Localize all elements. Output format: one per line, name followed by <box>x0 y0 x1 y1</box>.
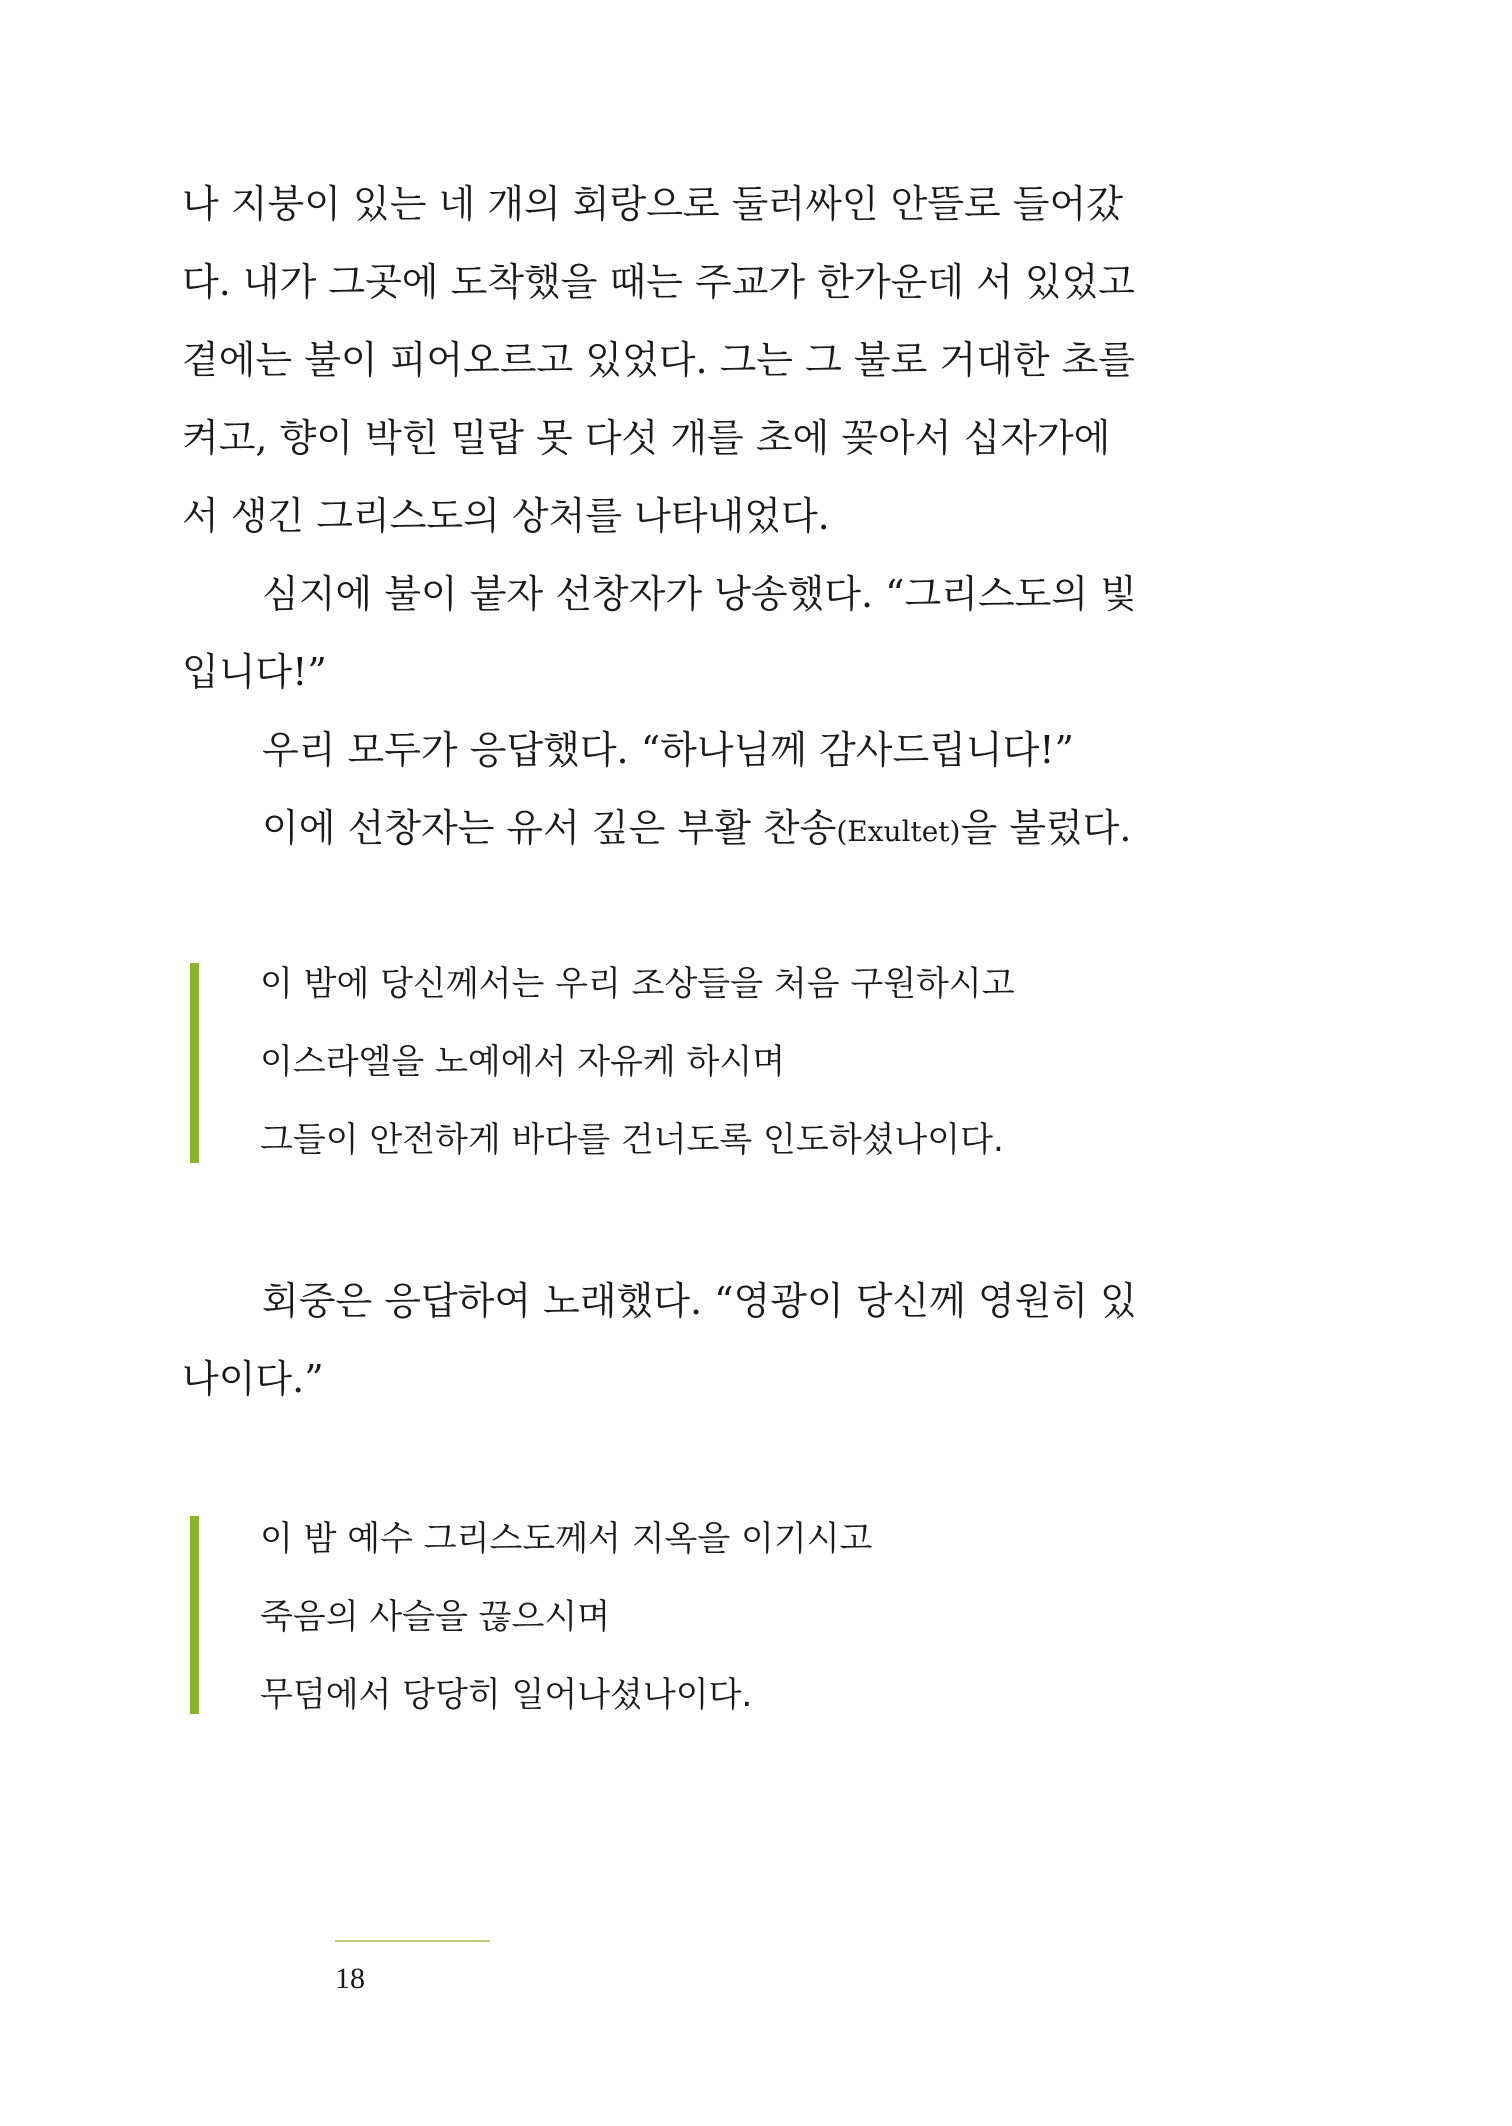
exultet-after: 을 불렀다. <box>960 806 1132 850</box>
quote-line: 죽음의 사슬을 끊으시며 <box>260 1597 611 1637</box>
quote-lines <box>260 1500 872 1734</box>
text-line: 다. 내가 그곳에 도착했을 때는 주교가 한가운데 서 있었고 <box>182 260 1135 304</box>
text-line: 입니다!” <box>182 650 327 694</box>
exultet-before: 이에 선창자는 유서 깊은 부활 찬송 <box>262 806 837 850</box>
exultet-line <box>182 789 1182 867</box>
text-line: 곁에는 불이 피어오르고 있었다. 그는 그 불로 거대한 초를 <box>182 338 1135 382</box>
body-text-middle <box>182 1262 1182 1418</box>
text-line: 서 생긴 그리스도의 상처를 나타내었다. <box>182 494 830 538</box>
quote-lines <box>260 945 1015 1179</box>
quote-line: 이 밤에 당신께서는 우리 조상들을 처음 구원하시고 <box>260 964 1015 1004</box>
quote-line: 그들이 안전하게 바다를 건너도록 인도하셨나이다. <box>260 1120 1004 1160</box>
text-line: 나 지붕이 있는 네 개의 회랑으로 둘러싸인 안뜰로 들어갔 <box>182 182 1123 226</box>
text-line: 심지에 불이 붙자 선창자가 낭송했다. “그리스도의 빛 <box>262 572 1137 616</box>
body-text-top <box>182 165 1182 867</box>
quote-line: 이스라엘을 노예에서 자유케 하시며 <box>260 1042 786 1082</box>
quote-bar <box>190 963 199 1163</box>
quote-line: 이 밤 예수 그리스도께서 지옥을 이기시고 <box>260 1519 873 1559</box>
exultet-term: (Exultet) <box>836 815 961 848</box>
page-number: 18 <box>335 1962 365 1995</box>
quote-line: 무덤에서 당당히 일어나셨나이다. <box>260 1675 753 1715</box>
text-line: 우리 모두가 응답했다. “하나님께 감사드립니다!” <box>262 728 1074 772</box>
footer-rule <box>335 1940 490 1942</box>
text-line: 회중은 응답하여 노래했다. “영광이 당신께 영원히 있 <box>262 1279 1137 1323</box>
quote-bar <box>190 1516 199 1714</box>
text-line: 나이다.” <box>182 1357 324 1401</box>
text-line: 켜고, 향이 박힌 밀랍 못 다섯 개를 초에 꽂아서 십자가에 <box>182 416 1111 460</box>
